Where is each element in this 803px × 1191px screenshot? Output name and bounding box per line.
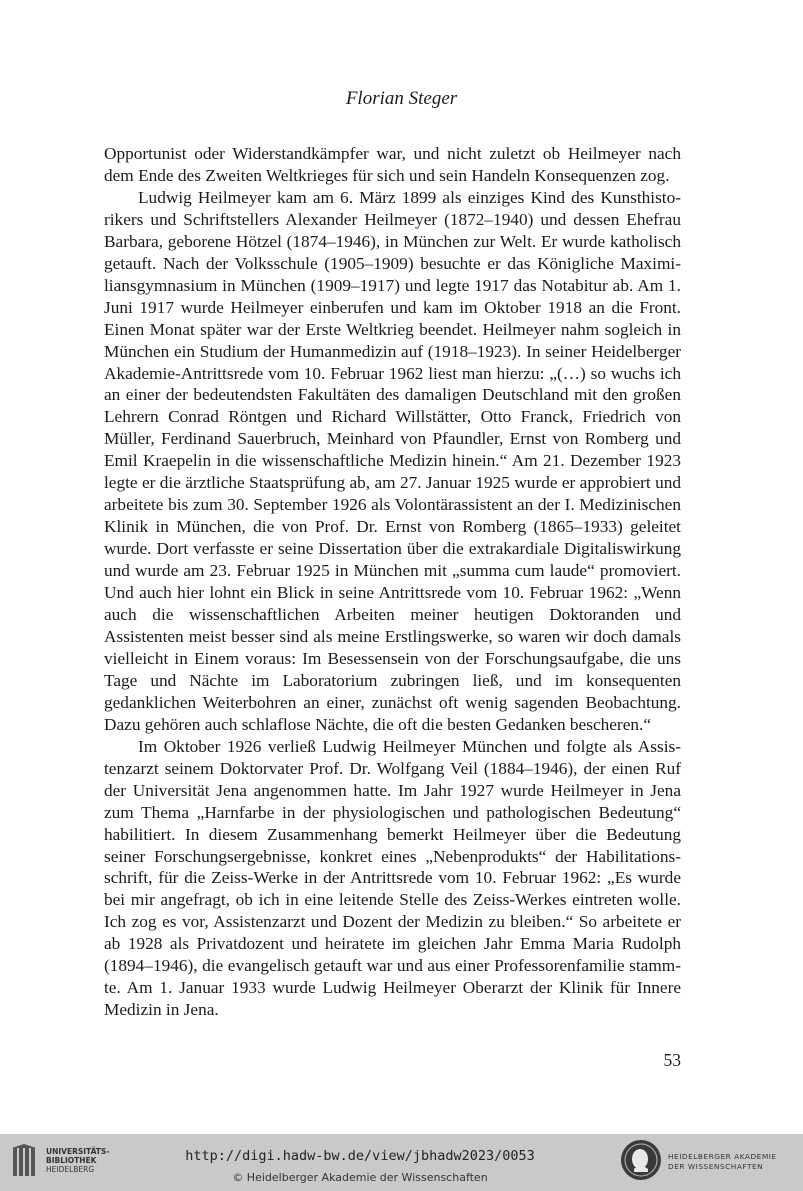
paragraph: Im Oktober 1926 verließ Ludwig Heilmeyer München und folgte als Assistenzarzt seinem Doktorvater Prof. Dr. Wolfgang Veil (1884–1946), der einen Ruf der Universität Jena angenommen hatte. Im Jahr 1927 wurde Heilmeyer in Jena zum Thema „Harnfarbe in der physiologischen und pathologischen Bedeutung“ habilitiert. In diesem Zusammenhang bemerkt Heilmeyer über die Bedeutung seiner Forschungsergebnisse, konkret eines „Nebenprodukts“ der Habilitationsschrift, für die Zeiss-Werke in der Antrittsrede vom 10. Februar 1962: „Es wurde bei mir angefragt, ob ich in eine leitende Stelle des Zeiss-Werkes eintreten wolle. Ich zog es vor, Assistenzarzt und Dozent der Medizin zu bleiben.“ So arbeitete er ab 1928 als Privatdozent und heiratete im gleichen Jahr Emma Maria Rudolph (1894–1946), die evangelisch getauft war und aus einer Professorenfamilie stammte. Am 1. Januar 1933 wurde Ludwig Heilmeyer Oberarzt der Klinik für Innere Medizin in Jena.	[104, 736, 681, 1020]
library-name: UNIVERSITÄTS- BIBLIOTHEK HEIDELBERG	[46, 1147, 110, 1174]
source-url-link[interactable]: http://digi.hadw-bw.de/view/jbhadw2023/0053	[185, 1148, 535, 1164]
footer-bar	[0, 1134, 803, 1191]
page-number: 53	[663, 1050, 681, 1070]
paragraph: Ludwig Heilmeyer kam am 6. März 1899 als einziges Kind des Kunsthistorikers und Schriftstellers Alexander Heilmeyer (1872–1940) und dessen Ehefrau Barbara, geborene Hötzel (1874–1946), in München zur Welt. Er wurde katholisch getauft. Nach der Volksschule (1905–1909) besuchte er das Königliche Maximiliansgymnasium in München (1909–1917) und legte 1917 das Notabitur ab. Am 1. Juni 1917 wurde Heilmeyer einberufen und kam im Oktober 1918 an die Front. Einen Monat später war der Erste Weltkrieg beendet. Heilmeyer nahm sogleich in München ein Studium der Humanmedizin auf (1918–1923). In seiner Heidelberger Akademie-Antrittsrede vom 10. Februar 1962 liest man hierzu: „(…) so wuchs ich an einer der bedeutendsten Fakultäten des damaligen Deutschland mit den großen Lehrern Conrad Röntgen und Richard Willstätter, Otto Franck, Friedrich von Müller, Ferdinand Sauerbruch, Meinhard von Pfaundler, Ernst von Romberg und Emil Kraepelin in die wissenschaftliche Medizin hinein.“ Am 21. Dezember 1923 legte er die ärztliche Staatsprüfung ab, am 27. Januar 1925 wurde er approbiert und arbeitete bis zum 30. September 1926 als Volontärassistent an der I. Medizinischen Klinik in München, die von Prof. Dr. Ernst von Romberg (1865–1933) geleitet wurde. Dort verfasste er seine Dissertation über die extrakardiale Digitaliswirkung und wurde am 23. Februar 1925 in München mit „summa cum laude“ promoviert. Und auch hier lohnt ein Blick in seine Antrittsrede vom 10. Februar 1962: „Wenn auch die wissenschaftlichen Arbeiten meiner heutigen Doktoranden und Assistenten meist besser sind als meine Erstlingswerke, so waren wir doch damals vielleicht in Einem voraus: Im Besessensein von der Forschungsaufgabe, die uns Tage und Nächte im Laboratorium zubringen ließ, und im konsequenten gedanklichen Weiterbohren an einer, zunächst oft wenig sagenden Beobachtung. Dazu gehören auch schlaflose Nächte, die oft die besten Gedanken bescheren.“	[104, 187, 681, 734]
running-head: Florian Steger	[345, 88, 458, 109]
academy-name: HEIDELBERGER AKADEMIE DER WISSENSCHAFTEN	[668, 1152, 777, 1171]
copyright-notice: © Heidelberger Akademie der Wissenschaften	[232, 1171, 488, 1184]
academy-seal-icon	[620, 1139, 662, 1181]
paragraph: Opportunist oder Widerstandkämpfer war, und nicht zuletzt ob Heilmeyer nach dem Ende des Zweiten Weltkrieges für sich und sein Handeln Konsequenzen zog.	[104, 144, 681, 185]
body-text	[104, 143, 681, 1021]
